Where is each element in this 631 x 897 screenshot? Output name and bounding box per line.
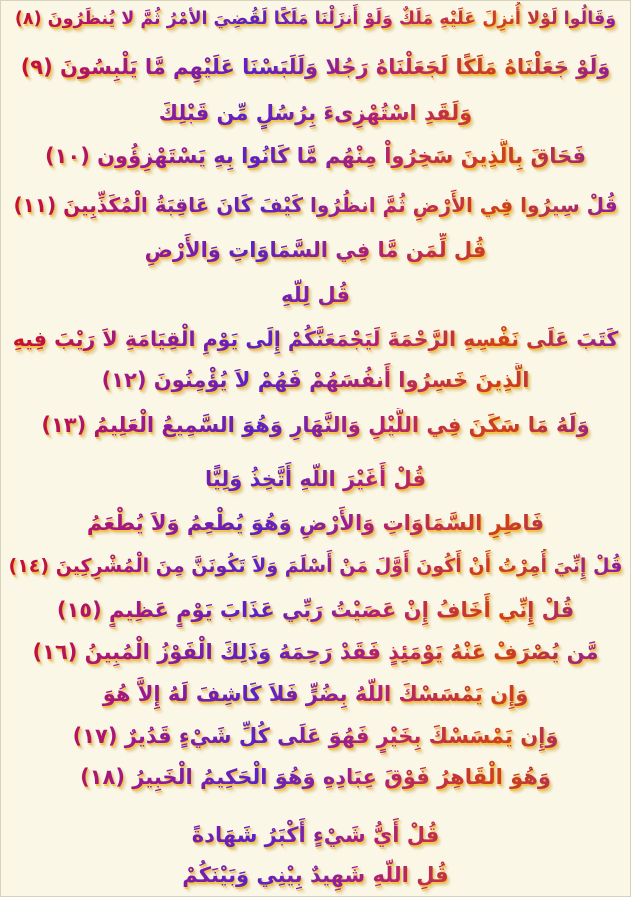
verse-line-14b: فَاطِرِ السَّمَاوَاتِ وَالأَرْضِ وَهُوَ يُطْعِمُ وَلاَ يُطْعَمُ bbox=[7, 506, 624, 540]
verse-line-10a: وَلَقَدِ اسْتُهْزِىءَ بِرُسُلٍ مِّن قَبْلِكَ bbox=[7, 96, 624, 130]
verse-line-11: قُلْ سِيرُوا فِي الأَرْضِ ثُمَّ انظُرُوا كَيْفَ كَانَ عَاقِبَةُ الْمُكَذِّبِينَ (١١) bbox=[7, 188, 624, 222]
verse-line-12c: كَتَبَ عَلَى نَفْسِهِ الرَّحْمَةَ لَيَجْمَعَنَّكُمْ إِلَى يَوْمِ الْقِيَامَةِ لاَ رَيْبَ فِيهِ bbox=[7, 322, 624, 356]
verse-line-19a: قُلْ أَيُّ شَيْءٍ أَكْبَرُ شَهَادةً bbox=[7, 818, 624, 852]
verse-line-17a: وَإِن يَمْسَسْكَ اللّهُ بِضُرٍّ فَلاَ كَاشِفَ لَهُ إِلاَّ هُوَ bbox=[7, 677, 624, 711]
verse-line-17b: وَإِن يَمْسَسْكَ بِخَيْرٍ فَهُوَ عَلَى كُلِّ شَيْءٍ قَدُيرٌ (١٧) bbox=[7, 719, 624, 753]
verse-line-10b: فَحَاقَ بِالَّذِينَ سَخِرُواْ مِنْهُم مَّا كَانُوا بِهِ يَسْتَهْزِؤُون (١٠) bbox=[7, 139, 624, 173]
verse-line-13: وَلَهُ مَا سَكَنَ فِي اللَّيْلِ وَالنَّهَارِ وَهُوَ السَّمِيعُ الْعَلِيمُ (١٣) bbox=[7, 408, 624, 442]
verse-line-8: وَقَالُوا لَوْلا أُنزِلَ عَلَيْهِ مَلَكٌ وَلَوْ أَنزَلْنَا مَلَكًا لَقُضِيَ الأمْرُ ثُمَّ لا يُنظَرُونَ (٨) bbox=[7, 2, 624, 36]
verse-line-12d: الَّذِينَ خَسِرُوا أَنفُسَهُمْ فَهُمْ لاَ يُؤْمِنُونَ (١٢) bbox=[7, 363, 624, 397]
verse-line-16: مَّن يُصْرَفْ عَنْهُ يَوْمَئِذٍ فَقَدْ رَحِمَهُ وَذَلِكَ الْفَوْزُ الْمُبِينُ (١٦) bbox=[7, 635, 624, 669]
verse-line-15: قُلْ إِنِّي أَخَافُ إِنْ عَصَيْتُ رَبِّي عَذَابَ يَوْمٍ عَظِيمٍ (١٥) bbox=[7, 593, 624, 627]
verse-line-12b: قُل لِلّهِ bbox=[7, 278, 624, 312]
verse-line-9: وَلَوْ جَعَلْنَاهُ مَلَكًا لَجَعَلْنَاهُ رَجُلا وَلَلَبَسْنَا عَلَيْهِم مَّا يَلْبِسُونَ (٩) bbox=[7, 50, 624, 84]
verse-line-18: وَهُوَ الْقَاهِرُ فَوْقَ عِبَادِهِ وَهُوَ الْحَكِيمُ الْخَبِيرُ (١٨) bbox=[7, 760, 624, 794]
verse-line-12a: قُل لِّمَن مَّا فِي السَّمَاوَاتِ وَالأَرْضِ bbox=[7, 233, 624, 267]
verse-line-19b: قُلِ اللّهِ شَهِيدٌ بِيْنِي وَبَيْنَكُمْ bbox=[7, 858, 624, 892]
verse-line-14a: قُلْ أَغَيْرَ اللّهِ أَتَّخِذُ وَلِيًّا bbox=[7, 462, 624, 496]
verse-line-14c: قُلْ إِنِّيَ أُمِرْتُ أَنْ أَكُونَ أَوَّلَ مَنْ أَسْلَمَ وَلاَ تَكُونَنَّ مِنَ الْمُشْرِكِينَ (١٤) bbox=[7, 549, 624, 583]
